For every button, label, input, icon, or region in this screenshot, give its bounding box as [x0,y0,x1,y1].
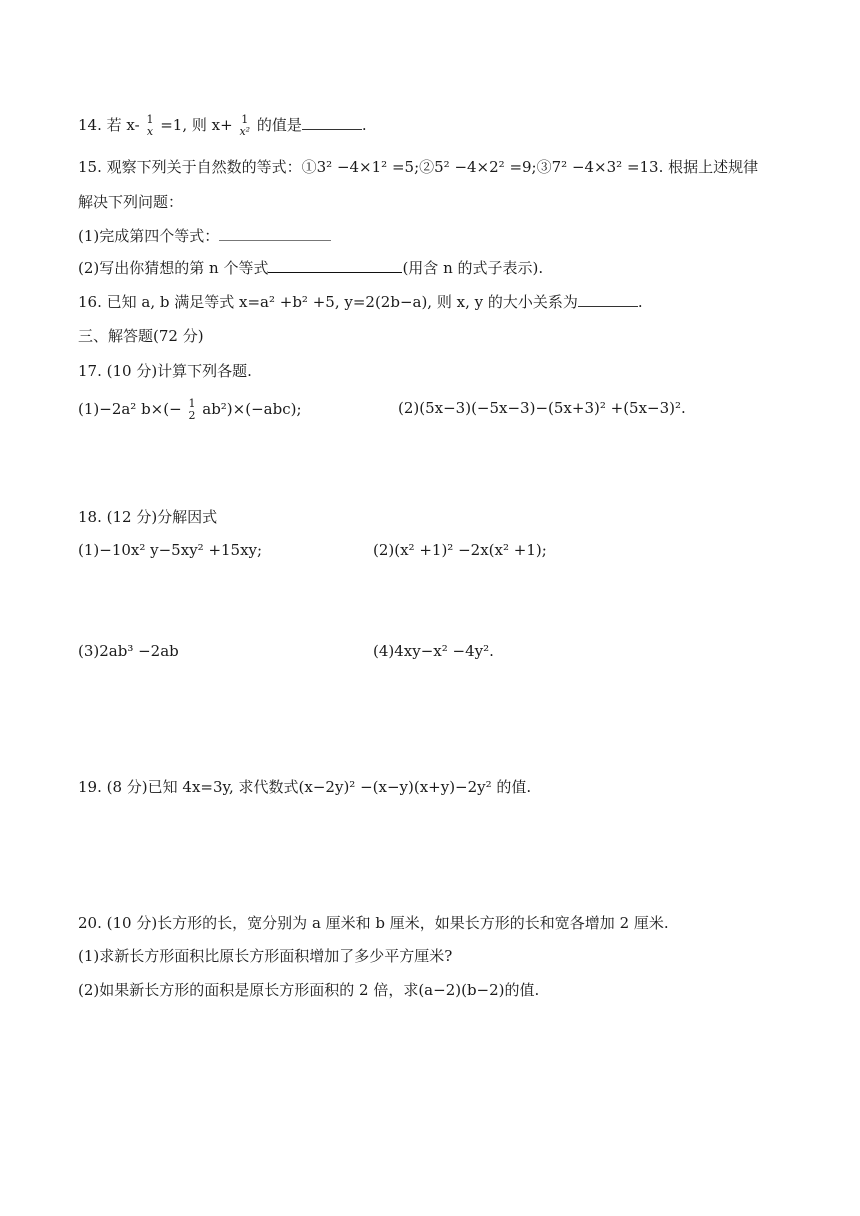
q15-part2-label: (2)写出你猜想的第 n 个等式 [78,259,269,277]
q14-fraction-1 [146,114,153,138]
q14-frac1-denominator: x [146,125,154,138]
q14-frac2-numerator: 1 [241,113,249,126]
question-15-line-2: 解决下列问题： [78,193,184,211]
q14-mid: =1, 则 x+ [160,116,233,134]
q14-frac1-numerator: 1 [146,113,154,126]
q15-part1-blank[interactable] [219,226,331,241]
q17-frac-numerator: 1 [188,397,196,410]
q17-p1-suffix: ab²)×(−abc); [202,400,302,418]
question-18-title: 18. (12 分)分解因式 [78,508,218,526]
section-3-title: 三、解答题(72 分) [78,327,204,345]
question-18-part-1: (1)−10x² y−5xy² +15xy; [78,541,263,559]
q15-part2-blank[interactable] [268,258,402,273]
question-15-part-1 [78,226,331,246]
question-20-part-2: (2)如果新长方形的面积是原长方形面积的 2 倍，求(a−2)(b−2)的值. [78,981,540,999]
question-18-part-4: (4)4xy−x² −4y². [373,642,494,660]
question-17-title: 17. (10 分)计算下列各题. [78,362,252,380]
question-15-part-2 [78,258,543,278]
q14-frac2-denominator: x² [239,125,251,138]
q14-fraction-2 [239,114,250,138]
question-20-part-1: (1)求新长方形面积比原长方形面积增加了多少平方厘米? [78,947,453,965]
question-15-line-1: 15. 观察下列关于自然数的等式：①3² −4×1² =5;②5² −4×2² =9;③7² −4×3² =13. 根据上述规律 [78,158,759,176]
q17-p1-prefix: (1)−2a² b×(− [78,400,182,418]
question-16 [78,292,643,312]
question-17-part-1 [78,398,302,422]
q17-fraction [188,398,195,422]
q14-answer-blank[interactable] [302,115,362,130]
q16-period: . [637,293,643,311]
q16-answer-blank[interactable] [578,292,638,307]
question-14 [78,114,367,138]
q15-part1-label: (1)完成第四个等式： [78,227,220,245]
question-18-part-2: (2)(x² +1)² −2x(x² +1); [373,541,547,559]
q17-frac-denominator: 2 [188,409,196,422]
q15-part2-suffix: (用含 n 的式子表示). [402,259,544,277]
q14-period: . [361,116,367,134]
question-19: 19. (8 分)已知 4x=3y, 求代数式(x−2y)² −(x−y)(x+y)−2y² 的值. [78,778,532,796]
question-17-part-2: (2)(5x−3)(−5x−3)−(5x+3)² +(5x−3)². [398,399,686,417]
question-20-title: 20. (10 分)长方形的长，宽分别为 a 厘米和 b 厘米，如果长方形的长和宽各增加 2 厘米. [78,914,669,932]
question-18-part-3: (3)2ab³ −2ab [78,642,179,660]
q14-suffix: 的值是 [256,116,302,134]
q14-prefix: 14. 若 x- [78,116,140,134]
q16-text: 16. 已知 a, b 满足等式 x=a² +b² +5, y=2(2b−a), 则 x, y 的大小关系为 [78,293,578,311]
